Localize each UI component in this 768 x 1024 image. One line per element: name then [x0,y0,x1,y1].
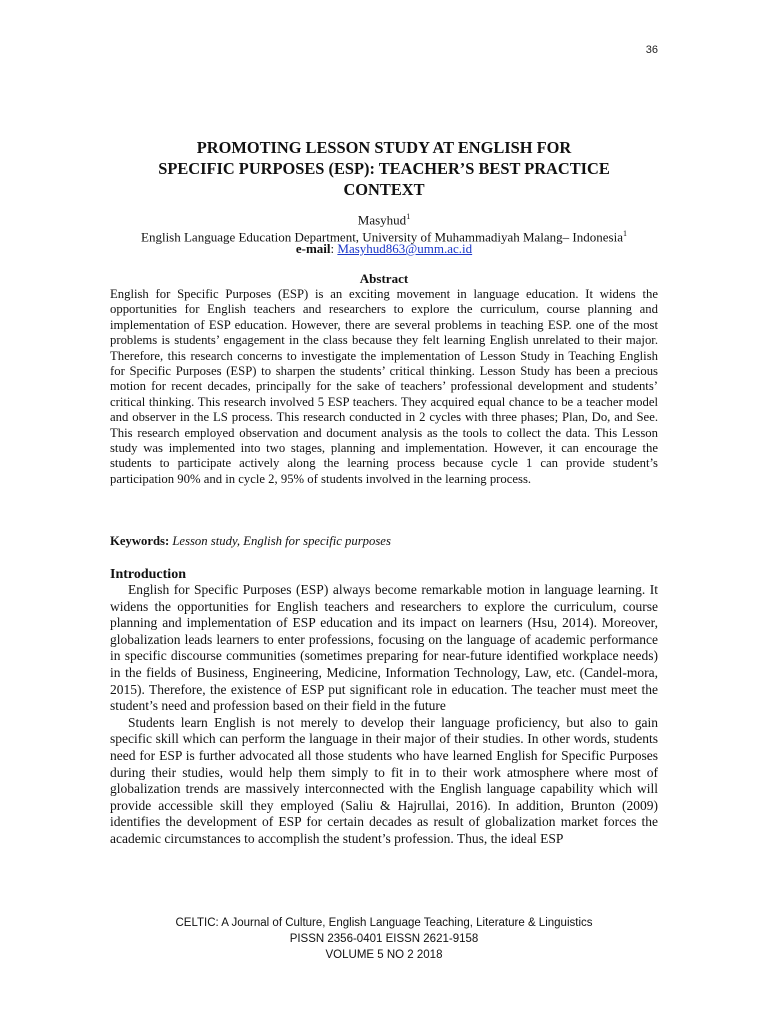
introduction-heading: Introduction [110,567,186,582]
email-separator: : [330,241,338,256]
email-line [110,241,658,257]
abstract-text: English for Specific Purposes (ESP) is an exciting movement in language education. It widens the opportunities for English teachers and researchers to explore the curriculum, course planning and implementation of ESP education. However, there are several problems in teaching ESP. one of the most problems is students’ engagement in the class because they felt learning English unrelated to their major. Therefore, this research concerns to investigate the implementation of Lesson Study in Teaching English for Specific Purposes (ESP) to sharpen the students’ critical thinking. Lesson Study has been a precious motion for recent decades, principally for the sake of teachers’ professional development and students’ critical thinking. This research involved 5 ESP teachers. They acquired equal chance to be a teacher model and observer in the LS process. This research conducted in 2 cycles with three phases; Plan, Do, and See. This research employed observation and document analysis as the tools to collect the data. This Lesson study was implemented into two stages, planning and implementation. However, it can encourage the students to participate actively along the learning process because cycle 1 can provide student’s participation 90% and in cycle 2, 95% of students involved in the learning process. [110,287,658,486]
page-number: 36 [645,44,658,56]
author-name: Masyhud [357,212,407,228]
keywords-label: Keywords: [110,534,170,548]
abstract-heading: Abstract [359,271,409,286]
introduction-body [110,582,658,848]
affiliation-text: English Language Education Department, University of Muhammadiyah Malang– Indonesia [141,229,623,245]
title-line-3: CONTEXT [343,180,425,199]
footer-volume: VOLUME 5 NO 2 2018 [325,949,443,961]
paper-title [110,137,658,200]
title-line-1: PROMOTING LESSON STUDY AT ENGLISH FOR [196,138,572,157]
affiliation-superscript: 1 [622,229,627,238]
title-line-2: SPECIFIC PURPOSES (ESP): TEACHER’S BEST PRACTICE [158,159,610,178]
footer-issn: PISSN 2356-0401 EISSN 2621-9158 [289,933,479,945]
email-link[interactable]: Masyhud863@umm.ac.id [337,241,473,256]
journal-footer [110,915,658,963]
keywords-line [110,533,658,549]
email-label: e-mail [295,241,331,256]
author-superscript: 1 [406,212,411,221]
footer-journal-name: CELTIC: A Journal of Culture, English Language Teaching, Literature & Linguistics [175,917,593,929]
introduction-paragraph-2: Students learn English is not merely to develop their language proficiency, but also to gain specific skill which can perform the language in their major of their studies. In other words, students need for ESP is further advocated all those students who have learned English for Specific Purposes during their studies, would help them simply to fit in to their work atmosphere where most of globalization trends are massively interconnected with the English language capability which will provide accessible skill they employed (Saliu & Hajrullai, 2016). In addition, Brunton (2009) identifies the development of ESP for certain decades as result of globalization market forces the academic circumstances to accomplish the student’s profession. Thus, the ideal ESP [110,714,658,846]
introduction-paragraph-1: English for Specific Purposes (ESP) always become remarkable motion in language learning. It widens the opportunities for English teachers and researchers to explore the curriculum, course planning and implementation of ESP education and its impact on learners (Hsu, 2014). Moreover, globalization leads learners to enter professions, focusing on the language of academic performance in specific discourse communities (sometimes preparing for near-future identified workplace needs) in the fields of Business, Engineering, Medicine, Information Technology, Law, etc. (Candel-mora, 2015). Therefore, the existence of ESP put significant role in education. The teacher must meet the student’s need and profession based on their field in the future [110,582,658,714]
keywords-value: Lesson study, English for specific purposes [172,534,391,548]
